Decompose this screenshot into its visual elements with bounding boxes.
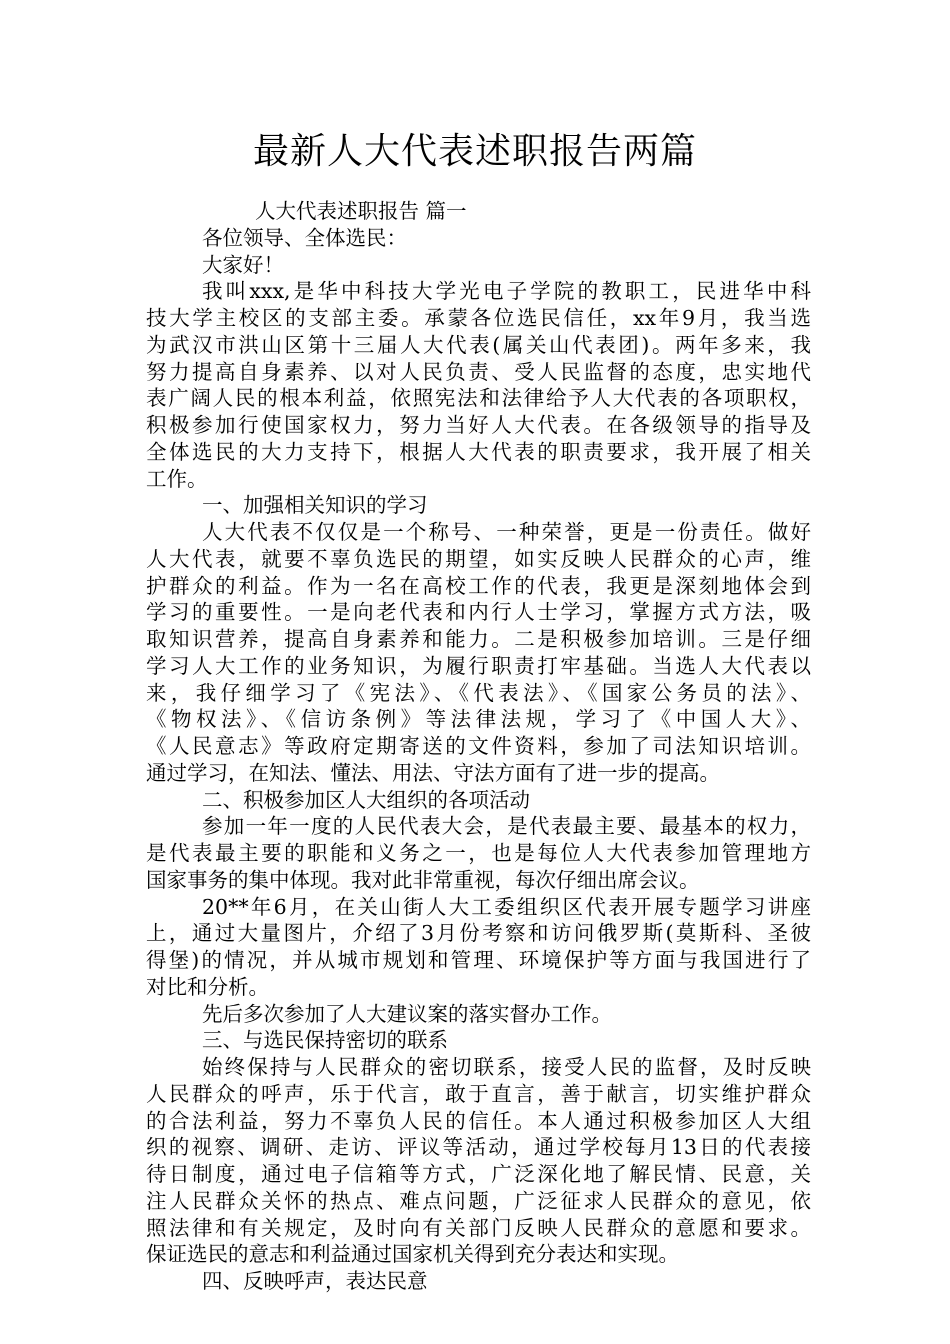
text-line: 保证选民的意志和利益通过国家机关得到充分表达和实现。 — [146, 1242, 679, 1267]
text-line: 表广阔人民的根本利益，依照宪法和法律给予人大代表的各项职权， — [146, 386, 811, 411]
text-line: 工作。 — [146, 466, 208, 491]
text-line: 积极参加行使国家权力，努力当好人大代表。在各级领导的指导及 — [146, 413, 811, 437]
text-line: 人大代表不仅仅是一个称号、一种荣誉，更是一份责任。做好 — [202, 520, 811, 544]
text-line: 人大代表述职报告 篇一 — [255, 199, 467, 223]
text-line: 我叫xxx,是华中科技大学光电子学院的教职工，民进华中科 — [202, 279, 811, 304]
text-line: 是代表最主要的职能和义务之一，也是每位人大代表参加管理地方 — [146, 841, 811, 865]
text-line: 人民群众的呼声，乐于代言，敢于直言，善于献言，切实维护群众 — [146, 1081, 811, 1106]
text-line: 大家好！ — [202, 252, 284, 277]
text-line: 先后多次参加了人大建议案的落实督办工作。 — [202, 1001, 612, 1026]
text-line: 技大学主校区的支部主委。承蒙各位选民信任，xx年9月，我当选 — [146, 306, 811, 330]
text-line: 学习的重要性。一是向老代表和内行人士学习，掌握方式方法，吸 — [146, 600, 811, 625]
text-line: 织的视察、调研、走访、评议等活动，通过学校每月13日的代表接 — [146, 1135, 811, 1160]
text-line: 的合法利益，努力不辜负人民的信任。本人通过积极参加区人大组 — [146, 1108, 811, 1133]
text-line: 20**年6月，在关山街人大工委组织区代表开展专题学习讲座 — [202, 894, 811, 919]
text-line: 《人民意志》等政府定期寄送的文件资料，参加了司法知识培训。 — [146, 734, 811, 758]
text-line: 来，我仔细学习了《宪法》、《代表法》、《国家公务员的法》、 — [146, 680, 811, 705]
text-line: 三、与选民保持密切的联系 — [202, 1028, 448, 1053]
text-line: 二、积极参加区人大组织的各项活动 — [202, 787, 530, 812]
text-line: 始终保持与人民群众的密切联系，接受人民的监督，及时反映 — [202, 1055, 811, 1079]
document-title: 最新人大代表述职报告两篇 — [252, 131, 697, 172]
text-line: 对比和分析。 — [146, 974, 269, 999]
text-line: 国家事务的集中体现。我对此非常重视，每次仔细出席会议。 — [146, 867, 700, 892]
text-line: 为武汉市洪山区第十三届人大代表(属关山代表团)。两年多来，我 — [146, 332, 811, 357]
text-line: 待日制度，通过电子信箱等方式，广泛深化地了解民情、民意，关 — [146, 1162, 811, 1186]
text-line: 各位领导、全体选民： — [202, 225, 407, 250]
text-line: 参加一年一度的人民代表大会，是代表最主要、最基本的权力， — [202, 814, 811, 839]
text-line: 照法律和有关规定，及时向有关部门反映人民群众的意愿和要求。 — [146, 1215, 811, 1240]
text-line: 通过学习，在知法、懂法、用法、守法方面有了进一步的提高。 — [146, 760, 720, 785]
text-line: 护群众的利益。作为一名在高校工作的代表，我更是深刻地体会到 — [146, 573, 811, 598]
text-line: 四、反映呼声，表达民意 — [202, 1269, 428, 1293]
text-line: 上，通过大量图片，介绍了3月份考察和访问俄罗斯(莫斯科、圣彼 — [146, 921, 811, 946]
text-line: 得堡)的情况，并从城市规划和管理、环境保护等方面与我国进行了 — [146, 948, 811, 972]
text-line: 注人民群众关怀的热点、难点问题，广泛征求人民群众的意见，依 — [146, 1188, 811, 1213]
text-line: 全体选民的大力支持下，根据人大代表的职责要求，我开展了相关 — [146, 439, 811, 464]
text-line: 人大代表，就要不辜负选民的期望，如实反映人民群众的心声，维 — [146, 546, 811, 571]
text-line: 取知识营养，提高自身素养和能力。二是积极参加培训。三是仔细 — [146, 627, 811, 651]
document-body — [146, 198, 811, 1295]
text-line: 努力提高自身素养、以对人民负责、受人民监督的态度，忠实地代 — [146, 359, 811, 384]
text-line: 学习人大工作的业务知识，为履行职责打牢基础。当选人大代表以 — [146, 653, 811, 678]
text-line: 《物权法》、《信访条例》等法律法规，学习了《中国人大》、 — [146, 707, 811, 732]
text-line: 一、加强相关知识的学习 — [202, 493, 428, 518]
